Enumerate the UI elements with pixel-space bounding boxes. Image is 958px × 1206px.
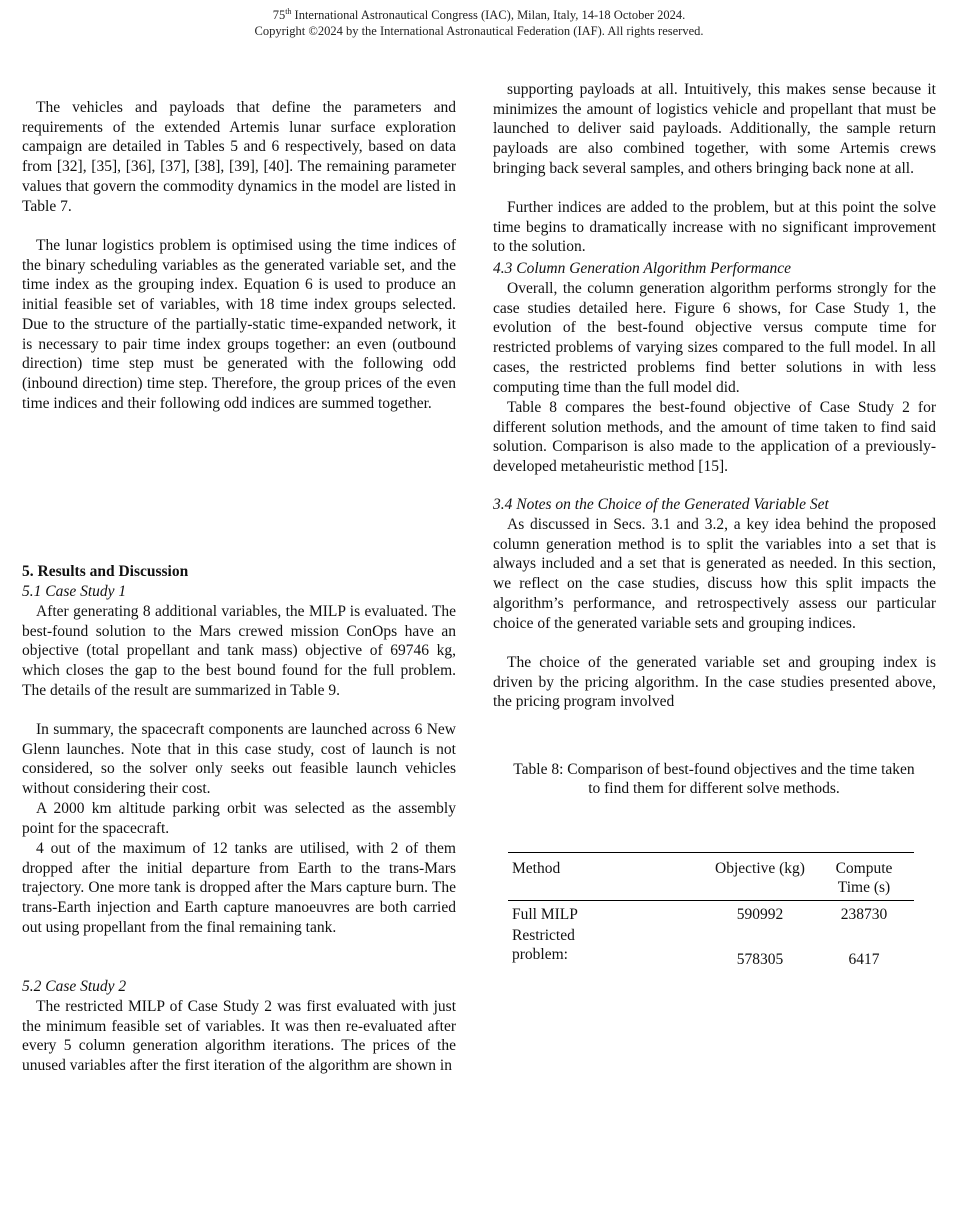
- table-caption: Table 8: Comparison of best-found objectives and the time taken to find them for different solve methods.: [513, 761, 915, 797]
- table-cell: 6417: [848, 951, 880, 968]
- section-heading: 5. Results and Discussion: [22, 563, 189, 580]
- table-header-row: [508, 853, 914, 901]
- column-header: Objective (kg): [706, 853, 814, 901]
- header-line-1: 75th International Astronautical Congress (IAC), Milan, Italy, 14-18 October 2024.: [272, 7, 686, 23]
- paragraph: Overall, the column generation algorithm performs strongly for the case studies detailed here. Figure 6 shows, for Case Study 1, the evolution of the best-found objective versus compute time for restricted problems of varying sizes compared to the full model. In all cases, the restricted problems find better solutions in with less computing time than the full model did.: [493, 280, 936, 396]
- comparison-table: [508, 852, 914, 969]
- column-header: Compute Time (s): [814, 853, 914, 901]
- table-cell: 590992: [736, 906, 784, 923]
- header-line-2: Copyright ©2024 by the International Astronautical Federation (IAF). All rights reserved.: [254, 24, 704, 39]
- paragraph: As discussed in Secs. 3.1 and 3.2, a key idea behind the proposed column generation method is to split the variables into a set that is always included and a set that is generated as needed. In this section, we reflect on the case studies, discuss how this split impacts the algorithm’s performance, and retrospectively assess our particular choice of the generated variable sets and grouping indices.: [493, 516, 936, 632]
- paragraph: The restricted MILP of Case Study 2 was first evaluated with just the minimum feasible set of variables. It was then re-evaluated after every 5 column generation algorithm iterations. The prices of the unused variables after the first iteration of the algorithm are shown in: [22, 998, 456, 1075]
- paragraph: In summary, the spacecraft components are launched across 6 New Glenn launches. Note that in this case study, cost of launch is not considered, so the solver only seeks out feasible launch vehicles without considering their cost.: [22, 721, 456, 798]
- table-row: [508, 901, 914, 925]
- column-header: Method: [508, 853, 706, 901]
- subsection-heading: 3.4 Notes on the Choice of the Generated Variable Set: [493, 496, 829, 513]
- paragraph: The vehicles and payloads that define the parameters and requirements of the extended Artemis lunar surface exploration campaign are detailed in Tables 5 and 6 respectively, based on data from [32], [35], [36], [37], [38], [39], [40]. The remaining parameter values that govern the commodity dynamics in the model are listed in Table 7.: [22, 99, 456, 215]
- subsection-heading: 5.1 Case Study 1: [22, 583, 127, 600]
- page-header: [0, 4, 958, 39]
- paragraph: The lunar logistics problem is optimised using the time indices of the binary scheduling variables as the generated variable set, and the time index as the grouping index. Equation 6 is used to produce an initial feasible set of variables, with 18 time index groups selected. Due to the structure of the partially-static time-expanded network, it is necessary to pair time index groups together: an even (outbound direction) time step must be generated with the following odd (inbound direction) time step. Therefore, the group prices of the even time indices and their following odd indices are summed together.: [22, 237, 456, 412]
- subsection-heading: 4.3 Column Generation Algorithm Performance: [493, 260, 792, 277]
- paragraph: 4 out of the maximum of 12 tanks are utilised, with 2 of them dropped after the initial departure from Earth to the trans-Mars trajectory. One more tank is dropped after the Mars capture burn. The trans-Earth injection and Earth capture manoeuvres are both carried out using propellant from the final remaining tank.: [22, 840, 456, 936]
- paragraph: Further indices are added to the problem, but at this point the solve time begins to dramatically increase with no significant improvement to the solution.: [493, 199, 936, 256]
- table-cell: 578305: [736, 951, 784, 968]
- table-row: [508, 924, 914, 969]
- table-cell: Restricted problem:: [512, 927, 575, 963]
- paragraph: The choice of the generated variable set and grouping index is driven by the pricing algorithm. In the case studies presented above, the pricing program involved: [493, 654, 936, 711]
- table-cell: Full MILP: [512, 906, 578, 923]
- paragraph: After generating 8 additional variables, the MILP is evaluated. The best-found solution to the Mars crewed mission ConOps have an objective (total propellant and tank mass) objective of 69746 kg, which closes the gap to the best bound found for the full problem. The details of the result are summarized in Table 9.: [22, 603, 456, 699]
- paragraph: A 2000 km altitude parking orbit was selected as the assembly point for the spacecraft.: [22, 800, 456, 837]
- subsection-heading: 5.2 Case Study 2: [22, 978, 127, 995]
- paragraph: supporting payloads at all. Intuitively, this makes sense because it minimizes the amount of logistics vehicle and propellant that must be launched to deliver said payloads. Additionally, the sample return payloads are also combined together, with some Artemis crews bringing back several samples, and others bringing back none at all.: [493, 81, 936, 177]
- table-cell: 238730: [840, 906, 888, 923]
- paragraph: Table 8 compares the best-found objective of Case Study 2 for different solution methods, and the amount of time taken to find said solution. Comparison is also made to the application of a previously-developed metaheuristic method [15].: [493, 399, 936, 476]
